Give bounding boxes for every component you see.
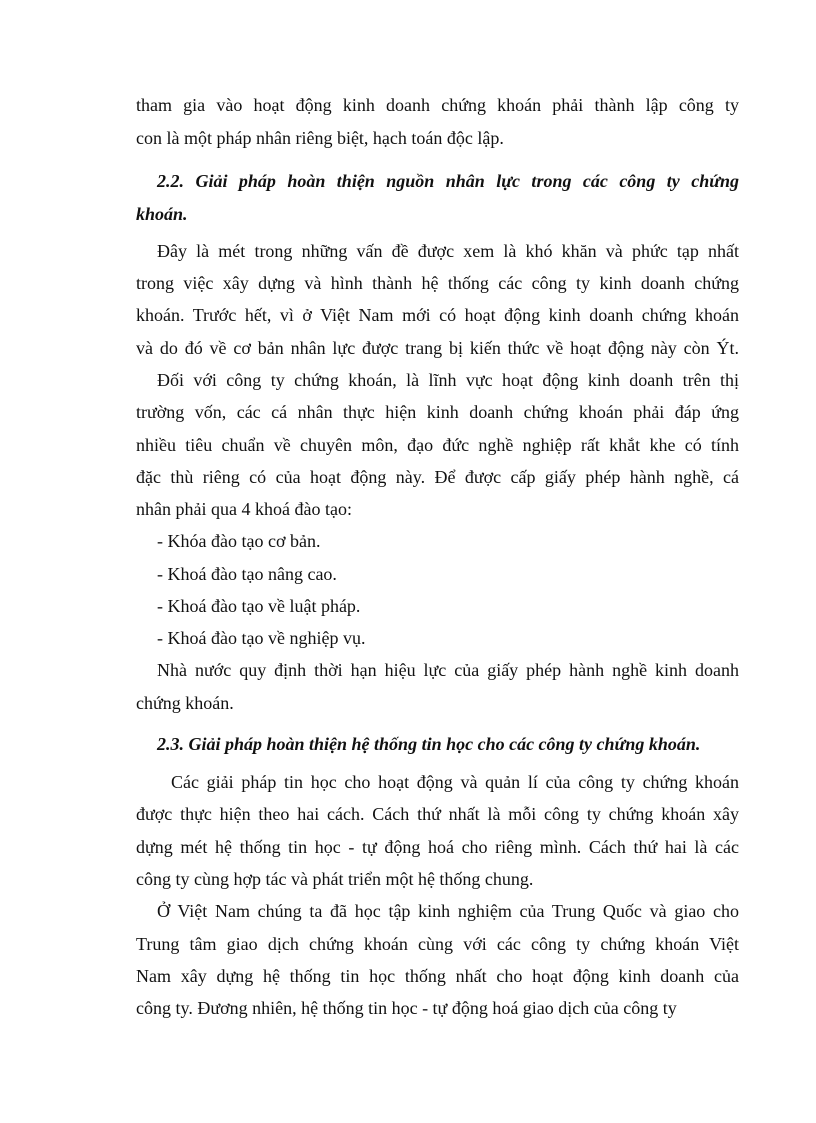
paragraph-line: khoán. Trước hết, vì ở Việt Nam mới có hoạt động kinh doanh chứng khoán bbox=[136, 305, 739, 325]
paragraph-line: và do đó về cơ bản nhân lực được trang bị kiến thức về hoạt động này còn Ýt. bbox=[136, 338, 739, 358]
section-heading: khoán. bbox=[136, 204, 188, 224]
paragraph-line: trong việc xây dựng và hình thành hệ thống các công ty kinh doanh chứng bbox=[136, 273, 739, 293]
paragraph-line: công ty. Đương nhiên, hệ thống tin học - tự động hoá giao dịch của công ty bbox=[136, 998, 677, 1018]
list-item: - Khoá đào tạo về luật pháp. bbox=[157, 596, 361, 616]
paragraph-line: nhân phải qua 4 khoá đào tạo: bbox=[136, 499, 352, 519]
paragraph-line: Nhà nước quy định thời hạn hiệu lực của giấy phép hành nghề kinh doanh bbox=[157, 660, 739, 680]
paragraph-line: dựng mét hệ thống tin học - tự động hoá cho riêng mình. Cách thứ hai là các bbox=[136, 837, 739, 857]
paragraph-line: Ở Việt Nam chúng ta đã học tập kinh nghiệm của Trung Quốc và giao cho bbox=[157, 901, 739, 921]
paragraph-line: công ty cùng hợp tác và phát triển một hệ thống chung. bbox=[136, 869, 534, 889]
paragraph-line: Đây là mét trong những vấn đề được xem là khó khăn và phức tạp nhất bbox=[157, 241, 739, 261]
paragraph-line: Các giải pháp tin học cho hoạt động và quản lí của công ty chứng khoán bbox=[171, 772, 739, 792]
paragraph-line: nhiều tiêu chuẩn về chuyên môn, đạo đức nghề nghiệp rất khắt khe có tính bbox=[136, 435, 739, 455]
paragraph-line: được thực hiện theo hai cách. Cách thứ nhất là mỗi công ty chứng khoán xây bbox=[136, 804, 739, 824]
paragraph-line: con là một pháp nhân riêng biệt, hạch toán độc lập. bbox=[136, 128, 504, 148]
paragraph-line: chứng khoán. bbox=[136, 693, 234, 713]
paragraph-line: đặc thù riêng có của hoạt động này. Để được cấp giấy phép hành nghề, cá bbox=[136, 467, 739, 487]
list-item: - Khoá đào tạo về nghiệp vụ. bbox=[157, 628, 366, 648]
paragraph-line: Trung tâm giao dịch chứng khoán cùng với các công ty chứng khoán Việt bbox=[136, 934, 739, 954]
paragraph-line: Nam xây dựng hệ thống tin học thống nhất cho hoạt động kinh doanh của bbox=[136, 966, 739, 986]
paragraph-line: Đối với công ty chứng khoán, là lĩnh vực hoạt động kinh doanh trên thị bbox=[157, 370, 739, 390]
section-heading: 2.2. Giải pháp hoàn thiện nguồn nhân lực trong các công ty chứng bbox=[157, 171, 739, 191]
paragraph-line: tham gia vào hoạt động kinh doanh chứng khoán phải thành lập công ty bbox=[136, 95, 739, 115]
list-item: - Khóa đào tạo cơ bản. bbox=[157, 531, 321, 551]
list-item: - Khoá đào tạo nâng cao. bbox=[157, 564, 337, 584]
section-heading: 2.3. Giải pháp hoàn thiện hệ thống tin học cho các công ty chứng khoán. bbox=[157, 734, 701, 754]
paragraph-line: trường vốn, các cá nhân thực hiện kinh doanh chứng khoán phải đáp ứng bbox=[136, 402, 739, 422]
